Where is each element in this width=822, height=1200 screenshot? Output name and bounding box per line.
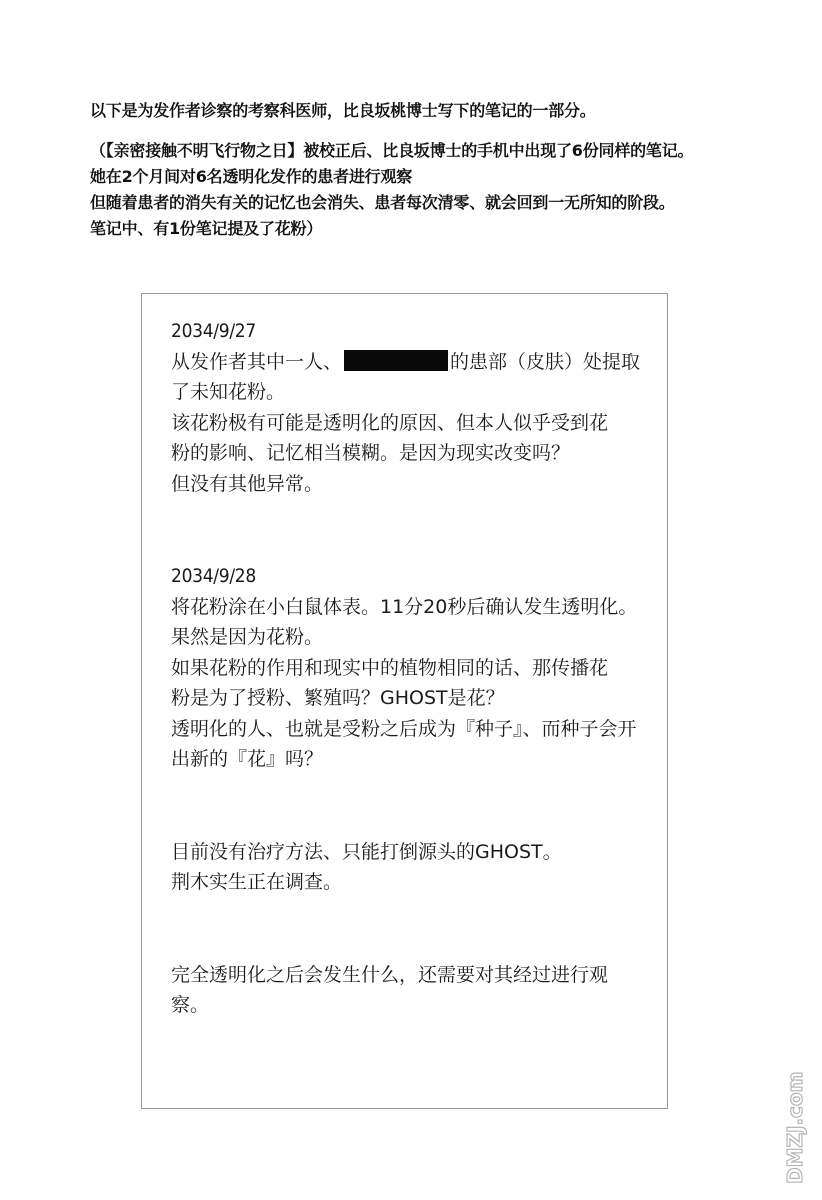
entry-spacer	[171, 898, 651, 960]
intro-text	[90, 98, 790, 242]
entry-1-line-1-post: 的患部（皮肤）处提取	[450, 350, 641, 373]
intro-line-4: 但随着患者的消失有关的记忆也会消失、患者每次清零、就会回到一无所知的阶段。	[90, 193, 675, 212]
entry-3	[171, 837, 651, 898]
note-content	[171, 316, 651, 1021]
entry-4-line-1: 完全透明化之后会发生什么，还需要对其经过进行观	[171, 963, 609, 986]
intro-line-5: 笔记中、有1份笔记提及了花粉）	[90, 219, 323, 238]
watermark-graphic	[780, 1068, 810, 1186]
entry-2-line-3: 如果花粉的作用和现实中的植物相同的话、那传播花	[171, 656, 609, 679]
redacted-name-block	[344, 350, 448, 371]
entry-spacer	[171, 775, 651, 837]
entry-2-date: 2034/9/28	[171, 565, 256, 587]
entry-1-line-2: 了未知花粉。	[171, 381, 286, 403]
entry-2	[171, 561, 651, 775]
watermark-text: DMZJ.com	[783, 1071, 807, 1184]
entry-4	[171, 960, 651, 1021]
entry-spacer	[171, 499, 651, 561]
site-watermark-logo	[780, 1068, 810, 1186]
entry-3-line-1: 目前没有治疗方法、只能打倒源头的GHOST。	[171, 840, 562, 863]
entry-1-date: 2034/9/27	[171, 320, 256, 342]
intro-gap	[90, 124, 790, 138]
entry-1-line-5: 但没有其他异常。	[171, 472, 324, 495]
intro-line-2: （【亲密接触不明飞行物之日】被校正后、比良坂博士的手机中出现了6份同样的笔记。	[90, 141, 694, 160]
entry-1-line-3: 该花粉极有可能是透明化的原因、但本人似乎受到花	[171, 411, 609, 434]
entry-1	[171, 316, 651, 499]
entry-3-line-2: 荆木实生正在调查。	[171, 871, 343, 893]
entry-2-line-6: 出新的『花』吗？	[171, 748, 324, 770]
entry-2-line-2: 果然是因为花粉。	[171, 626, 324, 648]
note-box	[141, 293, 668, 1109]
entry-2-line-5: 透明化的人、也就是受粉之后成为『种子』、而种子会开	[171, 717, 637, 740]
intro-line-3: 她在2个月间对6名透明化发作的患者进行观察	[90, 167, 413, 186]
intro-line-1: 以下是为发作者诊察的考察科医师，比良坂桃博士写下的笔记的一部分。	[90, 101, 596, 120]
entry-2-line-4: 粉是为了授粉、繁殖吗？GHOST是花？	[171, 687, 505, 709]
entry-1-line-1	[171, 347, 651, 378]
entry-1-line-1-pre: 从发作者其中一人、	[171, 350, 343, 373]
entry-1-line-4: 粉的影响、记忆相当模糊。是因为现实改变吗？	[171, 442, 571, 464]
entry-4-line-2: 察。	[171, 994, 210, 1016]
entry-2-line-1: 将花粉涂在小白鼠体表。11分20秒后确认发生透明化。	[171, 595, 638, 618]
